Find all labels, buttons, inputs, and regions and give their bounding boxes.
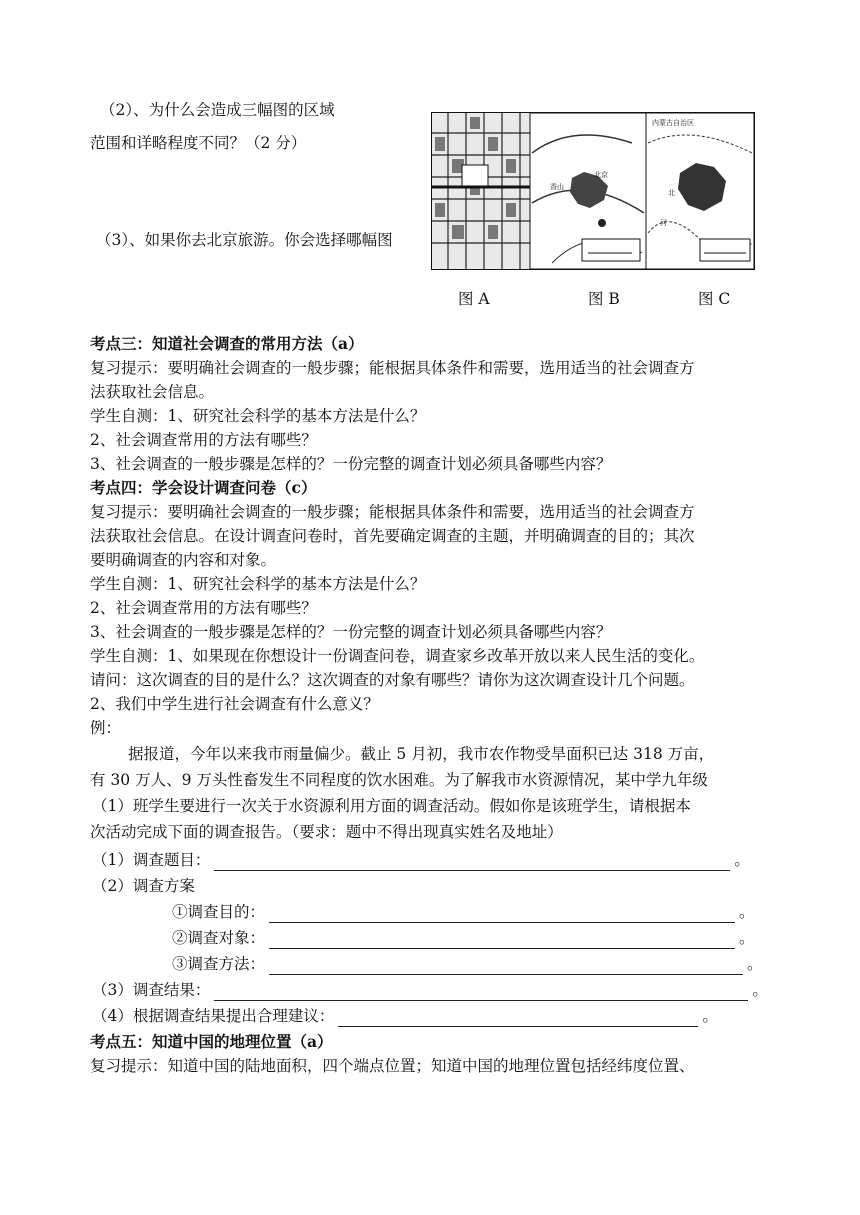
map-c-label-3: 河 — [660, 219, 667, 227]
section-3-selftest-3: 3、社会调查的一般步骤是怎样的？一份完整的调查计划必须具备哪些内容？ — [90, 455, 612, 473]
survey-method-blank[interactable] — [269, 958, 743, 975]
form-sub-1 — [172, 901, 755, 923]
figure-label-c: 图 C — [698, 290, 731, 308]
section-3-selftest-2: 2、社会调查常用的方法有哪些？ — [90, 431, 317, 449]
beijing-maps-figure — [431, 112, 755, 270]
form-sub-2-label: ②调查对象： — [172, 929, 266, 947]
form-item-4-label: （4）根据调查结果提出合理建议： — [92, 1007, 335, 1025]
form-item-2: （2）调查方案 — [92, 877, 195, 895]
section-4-hint-2: 法获取社会信息。在设计调查问卷时，首先要确定调查的主题，并明确调查的目的；其次 — [90, 527, 695, 545]
question-2-line-2: 范围和详略程度不同？（2 分） — [90, 134, 307, 152]
question-2-line-1: （2）、为什么会造成三幅图的区域 — [100, 101, 335, 119]
example-line-2: 有 30 万人、9 万头性畜发生不同程度的饮水困难。为了解我市水资源情况，某中学九年级 — [90, 771, 708, 789]
map-b-label-1: 香山 — [550, 183, 564, 191]
figure-label-b: 图 B — [588, 290, 620, 308]
example-label: 例： — [90, 719, 122, 737]
question-3: （3）、如果你去北京旅游。你会选择哪幅图 — [96, 231, 393, 249]
form-item-1-end: 。 — [734, 851, 750, 869]
form-sub-1-end: 。 — [739, 903, 755, 921]
form-item-3-end: 。 — [752, 981, 768, 999]
map-c-image — [646, 113, 754, 269]
form-item-1-label: （1）调查题目： — [92, 851, 211, 869]
form-sub-3-end: 。 — [747, 955, 763, 973]
section-3-hint-1: 复习提示：要明确社会调查的一般步骤；能根据具体条件和需要，选用适当的社会调查方 — [90, 359, 695, 377]
section-3-hint-2: 法获取社会信息。 — [90, 383, 215, 401]
section-4-selftest-1: 学生自测：1、研究社会科学的基本方法是什么？ — [90, 575, 426, 593]
form-sub-1-label: ①调查目的： — [172, 903, 266, 921]
form-item-3 — [92, 979, 768, 1001]
map-b-label-2: 北京 — [594, 171, 608, 179]
form-item-3-label: （3）调查结果： — [92, 981, 211, 999]
section-3-selftest-1: 学生自测：1、研究社会科学的基本方法是什么？ — [90, 407, 426, 425]
maps-illustration — [432, 113, 754, 269]
form-item-4-end: 。 — [702, 1007, 718, 1025]
section-5-title: 考点五：知道中国的地理位置（a） — [90, 1032, 333, 1051]
map-a-image — [432, 113, 530, 269]
section-4-selftest-4: 学生自测：1、如果现在你想设计一份调查问卷，调查家乡改革开放以来人民生活的变化。 — [90, 647, 705, 665]
form-sub-2 — [172, 927, 755, 949]
example-line-3: （1）班学生要进行一次关于水资源利用方面的调查活动。假如你是该班学生，请根据本 — [92, 797, 691, 815]
section-4-selftest-3: 3、社会调查的一般步骤是怎样的？一份完整的调查计划必须具备哪些内容？ — [90, 623, 612, 641]
form-item-4 — [92, 1005, 718, 1027]
section-4-selftest-5: 请问：这次调查的目的是什么？这次调查的对象有哪些？请你为这次调查设计几个问题。 — [90, 671, 695, 689]
section-4-selftest-6: 2、我们中学生进行社会调查有什么意义？ — [90, 695, 379, 713]
form-sub-2-end: 。 — [739, 929, 755, 947]
form-item-1 — [92, 849, 750, 871]
section-3-title: 考点三：知道社会调查的常用方法（a） — [90, 334, 364, 353]
section-4-title: 考点四：学会设计调查问卷（c） — [90, 478, 317, 497]
map-c-label-1: 内蒙古自治区 — [652, 119, 694, 127]
survey-object-blank[interactable] — [269, 932, 735, 949]
survey-purpose-blank[interactable] — [269, 906, 735, 923]
suggestion-blank[interactable] — [338, 1010, 698, 1027]
form-sub-3 — [172, 953, 763, 975]
section-4-hint-1: 复习提示：要明确社会调查的一般步骤；能根据具体条件和需要，选用适当的社会调查方 — [90, 503, 695, 521]
section-5-hint-1: 复习提示：知道中国的陆地面积，四个端点位置；知道中国的地理位置包括经纬度位置、 — [90, 1057, 695, 1075]
survey-result-blank[interactable] — [214, 984, 748, 1001]
example-line-4: 次活动完成下面的调查报告。（要求：题中不得出现真实姓名及地址） — [90, 823, 563, 841]
map-b-image — [530, 113, 646, 269]
survey-topic-blank[interactable] — [214, 854, 730, 871]
figure-label-a: 图 A — [458, 290, 490, 308]
form-sub-3-label: ③调查方法： — [172, 955, 266, 973]
section-4-hint-3: 要明确调查的内容和对象。 — [90, 551, 277, 569]
example-line-1: 据报道，今年以来我市雨量偏少。截止 5 月初，我市农作物受旱面积已达 318 万亩， — [128, 745, 715, 763]
section-4-selftest-2: 2、社会调查常用的方法有哪些？ — [90, 599, 317, 617]
map-c-label-2: 北 — [668, 189, 675, 197]
